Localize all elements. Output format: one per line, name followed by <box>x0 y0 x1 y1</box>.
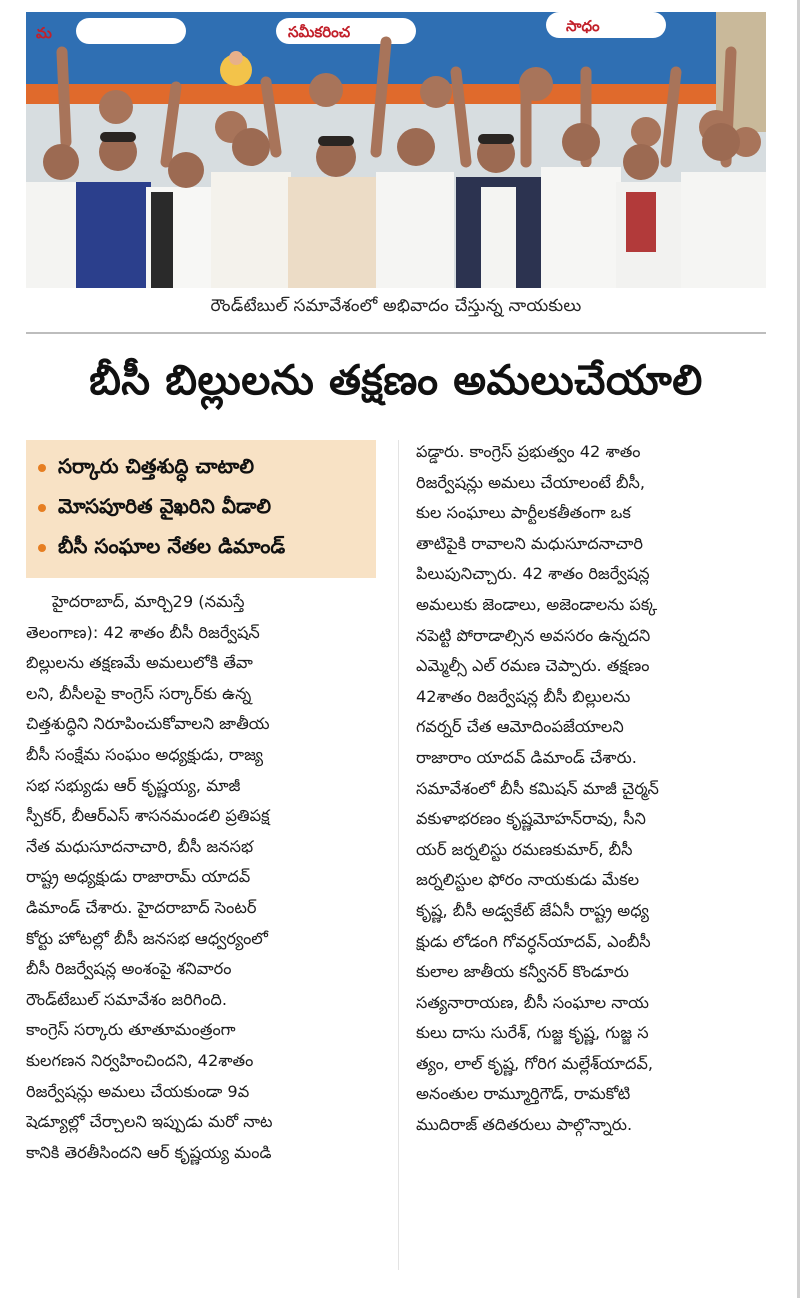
article-line: రౌండ్‌టేబుల్ సమావేశం జరిగింది. <box>26 989 228 1009</box>
article-line: అమలుకు జెండాలు, అజెండాలను పక్క <box>416 594 658 614</box>
banner-text-3: సాధం <box>566 17 600 35</box>
article-column-left <box>26 587 382 1168</box>
article-line: జర్నలిస్టుల ఫోరం నాయకుడు మేకల <box>416 870 640 890</box>
caption-divider <box>26 332 766 334</box>
article-line: తెలంగాణ): 42 శాతం బీసీ రిజర్వేషన్ <box>26 622 260 642</box>
article-line: రిజర్వేషన్లు అమలు చేయకుండా 9వ <box>26 1081 250 1101</box>
article-line: బీసీ రిజర్వేషన్ల అంశంపై శనివారం <box>26 959 232 979</box>
highlight-item <box>38 448 366 488</box>
article-line: రాష్ట్ర అధ్యక్షుడు రాజారామ్ యాదవ్ <box>26 867 251 887</box>
article-line: సత్యనారాయణ, బీసీ సంఘాల నాయ <box>416 992 649 1012</box>
article-line: చిత్తశుద్ధిని నిరూపించుకోవాలని జాతీయ <box>26 714 270 734</box>
news-photo <box>26 12 766 288</box>
article-line: లని, బీసీలపై కాంగ్రెస్ సర్కార్‌కు ఉన్న <box>26 683 252 703</box>
banner-text-1: మ <box>36 24 52 42</box>
article-line: తాటిపైకి రావాలని మధుసూదనాచారి <box>416 533 643 553</box>
column-divider <box>398 440 399 1270</box>
article-line: కులాల జాతీయ కన్వీనర్ కొండూరు <box>416 962 629 982</box>
highlight-item <box>38 528 366 568</box>
article-line: షెడ్యూల్లో చేర్చాలని ఇప్పుడు మరో నాట <box>26 1112 273 1132</box>
bullet-icon <box>38 504 46 512</box>
article-line: కుల సంఘాలు పార్టీలకతీతంగా ఒక <box>416 503 631 523</box>
article-line: రిజర్వేషన్లు అమలు చేయాలంటే బీసీ, <box>416 472 646 492</box>
article-line: నేత మధుసూదనాచారి, బీసీ జనసభ <box>26 836 254 856</box>
bullet-icon <box>38 544 46 552</box>
headline: బీసీ బిల్లులను తక్షణం అమలుచేయాలి <box>89 356 703 404</box>
highlights-box <box>26 440 376 578</box>
article-line: డిమాండ్ చేశారు. హైదరాబాద్ సెంటర్ <box>26 897 257 917</box>
article-line: త్యం, లాల్ కృష్ణ, గోరిగ మల్లేశ్‌యాదవ్, <box>416 1053 654 1073</box>
bullet-icon <box>38 464 46 472</box>
article-line: స్పీకర్, బీఆర్ఎస్ శాసనమండలి ప్రతిపక్ష <box>26 806 270 826</box>
article-line: బీసీ సంక్షేమ సంఘం అధ్యక్షుడు, రాజ్య <box>26 744 264 764</box>
article-line: ఎమ్మెల్సీ ఎల్ రమణ చెప్పారు. తక్షణం <box>416 656 650 676</box>
article-line: రాజారాం యాదవ్ డిమాండ్ చేశారు. <box>416 747 637 767</box>
article-line: సమావేశంలో బీసీ కమిషన్ మాజీ చైర్మన్ <box>416 778 659 798</box>
article-line: కానికి తెరతీసిందని ఆర్ కృష్ణయ్య మండి <box>26 1142 272 1162</box>
highlight-text: మోసపూరిత వైఖరిని వీడాలి <box>58 493 272 518</box>
article-line: హైదరాబాద్, మార్చి29 (నమస్తే <box>52 592 245 611</box>
highlight-item <box>38 488 366 528</box>
article-line: అనంతుల రామ్మూర్తిగౌడ్, రామకోటి <box>416 1084 631 1104</box>
banner-text-2: సమీకరించ <box>288 23 351 41</box>
article-line: కులగణన నిర్వహించిందని, 42శాతం <box>26 1050 254 1070</box>
article-line: కృష్ణ, బీసీ అడ్వకేట్ జేఏసీ రాష్ట్ర అధ్య <box>416 900 649 920</box>
article-line: కులు దాసు సురేశ్, గుజ్జ కృష్ణ, గుజ్జ స <box>416 1023 649 1043</box>
article-line: సభ సభ్యుడు ఆర్ కృష్ణయ్య, మాజీ <box>26 775 241 795</box>
article-line: 42శాతం రిజర్వేషన్ల బీసీ బిల్లులను <box>416 686 631 706</box>
article-line: కాంగ్రెస్ సర్కారు తూతూమంత్రంగా <box>26 1020 236 1040</box>
article-line: ముదిరాజ్ తదితరులు పాల్గొన్నారు. <box>416 1115 633 1135</box>
article-line: గవర్నర్ చేత ఆమోదింపజేయాలని <box>416 717 624 737</box>
article-line: క్షుడు లోడంగి గోవర్ధన్‌యాదవ్, ఎంబీసీ <box>416 931 651 951</box>
article-line: కోర్టు హోటల్లో బీసీ జనసభ ఆధ్వర్యంలో <box>26 928 268 948</box>
article-line: వకుళాభరణం కృష్ణమోహన్‌రావు, సీని <box>416 809 646 829</box>
article-line: నపెట్టి పోరాడాల్సిన అవసరం ఉన్నదని <box>416 625 651 645</box>
highlight-text: సర్కారు చిత్తశుద్ధి చాటాలి <box>58 453 255 478</box>
photo-caption: రౌండ్‌టేబుల్ సమావేశంలో అభివాదం చేస్తున్న నాయకులు <box>210 296 582 316</box>
article-line: పిలుపునిచ్చారు. 42 శాతం రిజర్వేషన్ల <box>416 564 650 584</box>
article-line: పడ్డారు. కాంగ్రెస్ ప్రభుత్వం 42 శాతం <box>416 442 641 461</box>
article-column-right <box>416 437 772 1141</box>
article-line: యర్ జర్నలిస్టు రమణకుమార్, బీసీ <box>416 839 633 859</box>
highlight-text: బీసీ సంఘాల నేతల డిమాండ్ <box>58 533 286 558</box>
article-line: బిల్లులను తక్షణమే అమలులోకి తేవా <box>26 653 253 673</box>
